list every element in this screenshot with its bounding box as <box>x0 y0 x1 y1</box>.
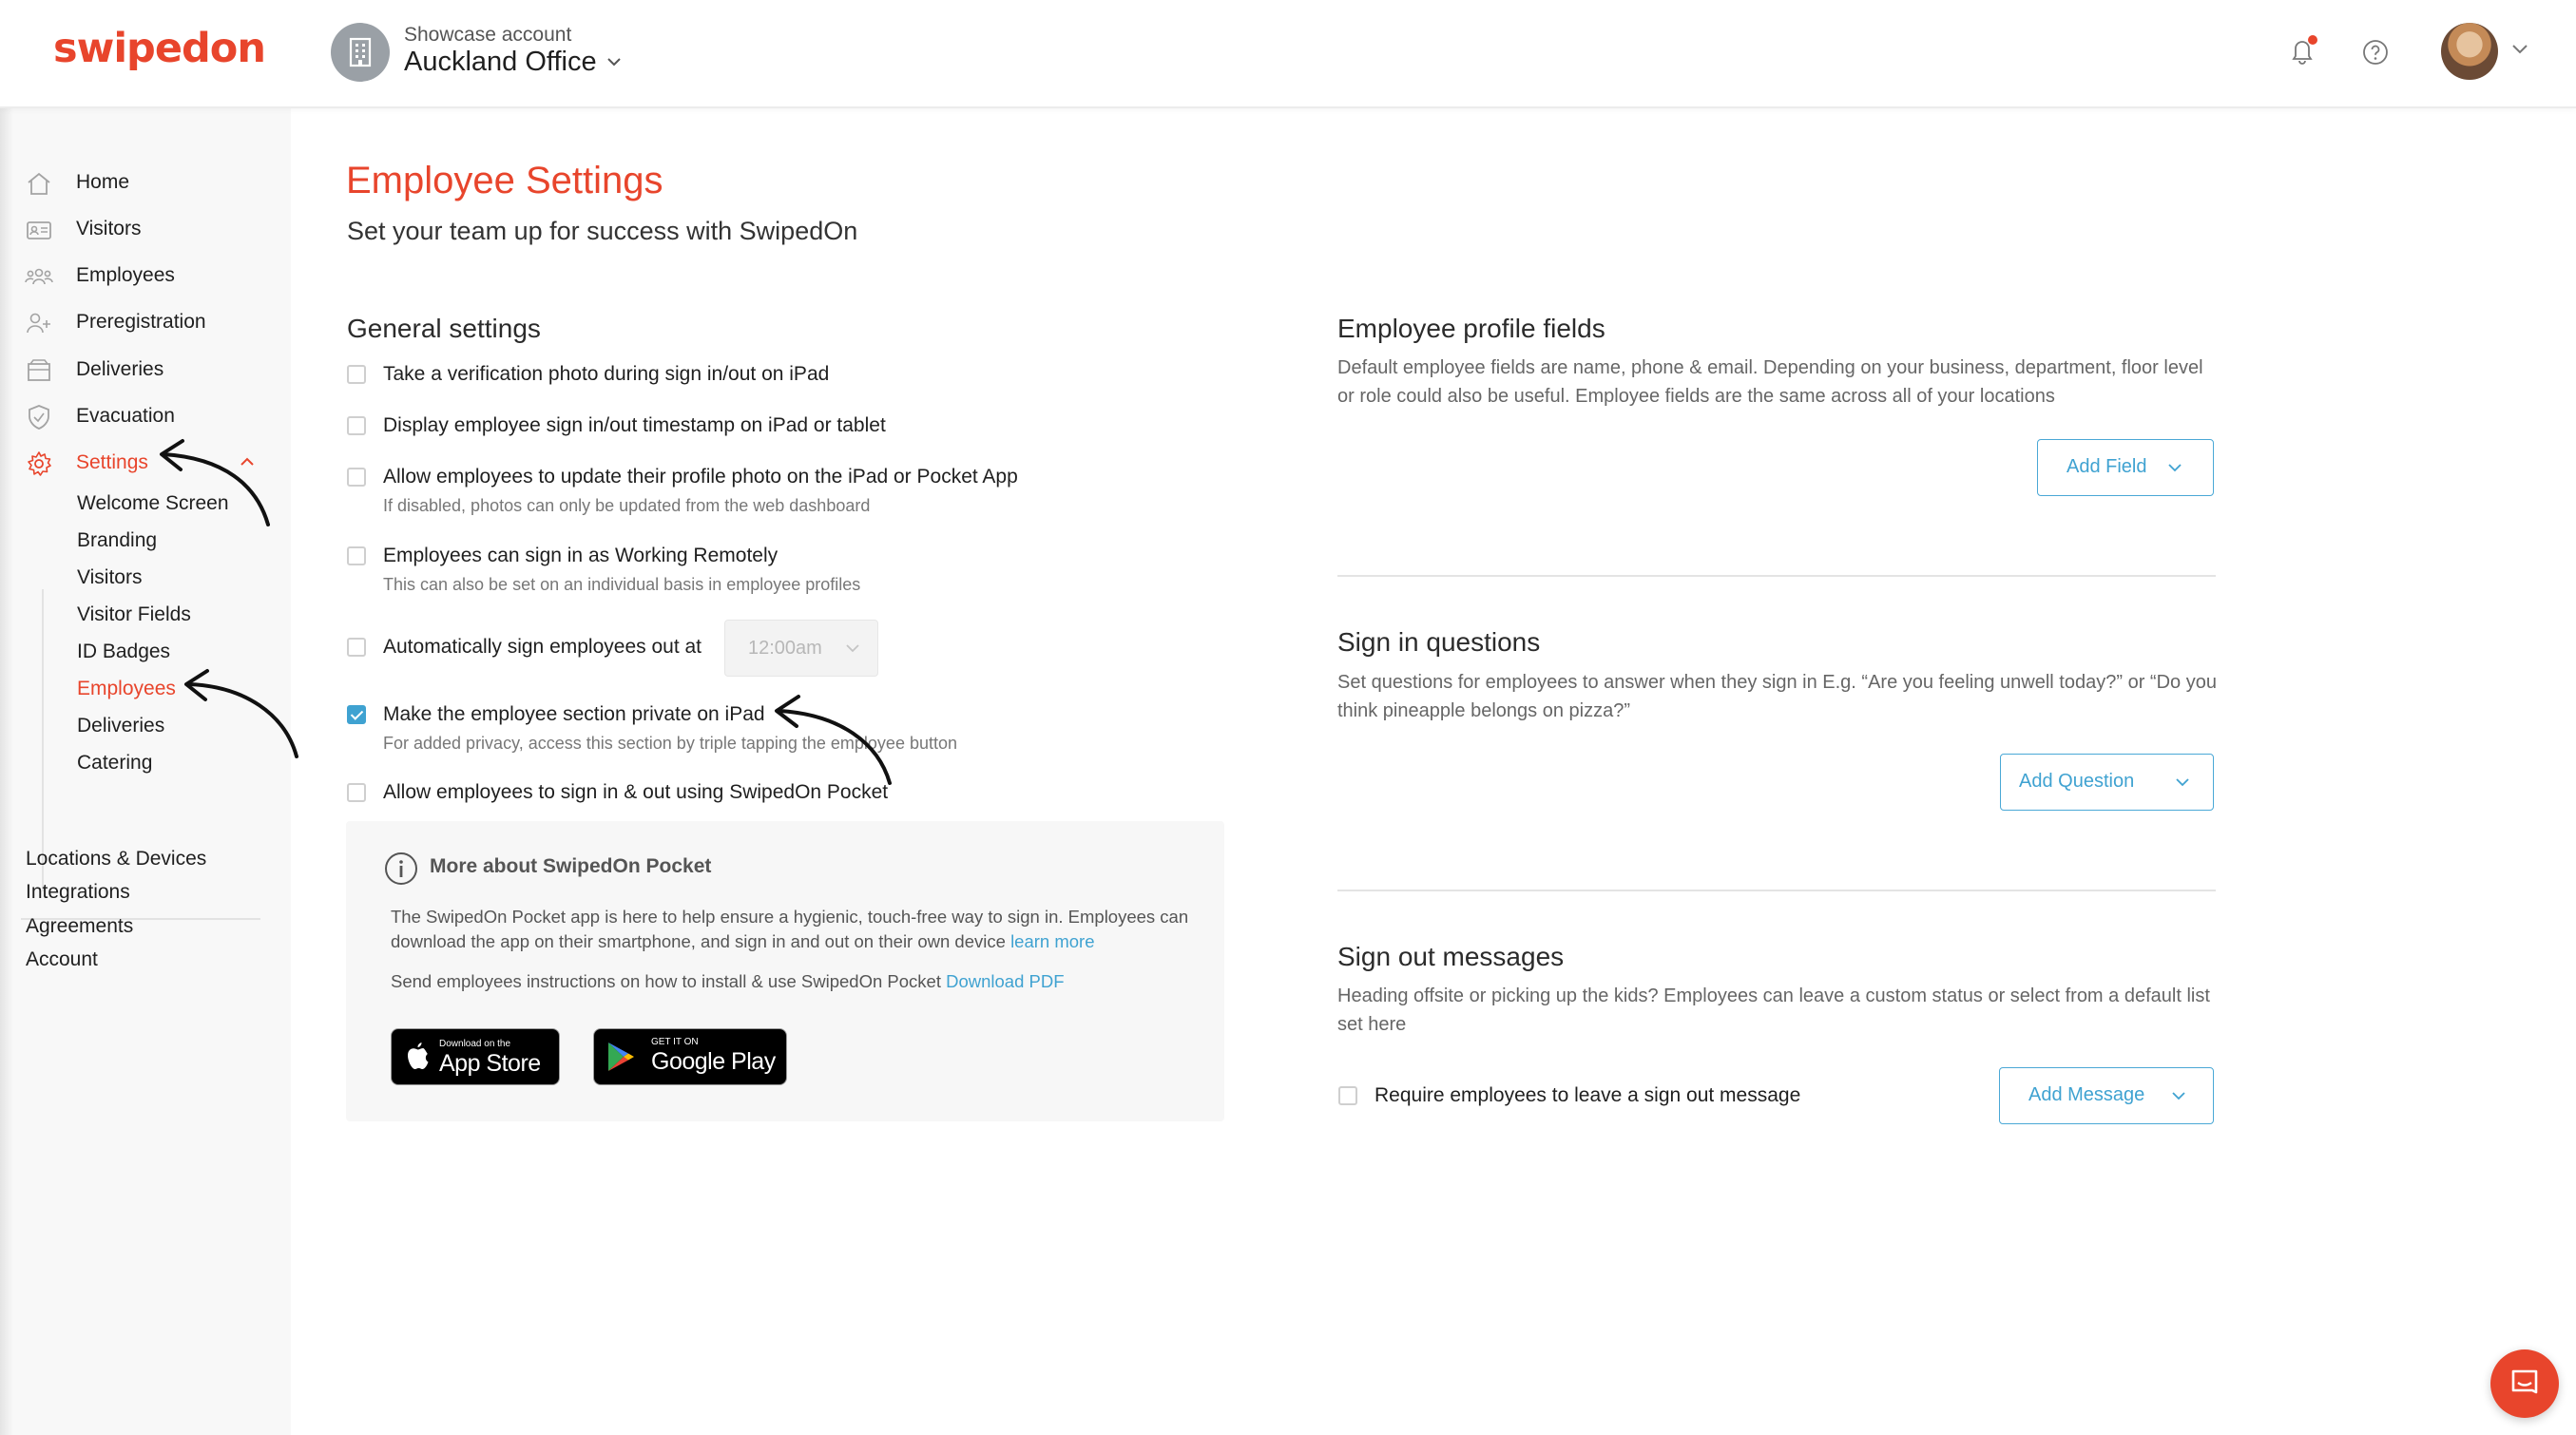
account-label: Showcase account <box>404 24 572 46</box>
chevron-up-icon[interactable] <box>240 457 255 467</box>
app-store-big-text: App Store <box>439 1050 541 1077</box>
sidebar-item-evacuation[interactable] <box>0 393 291 439</box>
sidebar-subitem-visitors[interactable]: Visitors <box>77 566 143 588</box>
pocket-description-text: The SwipedOn Pocket app is here to help ensure a hygienic, touch-free way to sign in. Employees can download the app on their smartphone, and sign in and out on their own device <box>391 907 1189 951</box>
employee-profile-fields-heading: Employee profile fields <box>1337 314 1605 343</box>
add-message-label: Add Message <box>2028 1084 2145 1105</box>
employee-profile-fields-description: Default employee fields are name, phone & email. Depending on your business, department, floor level or role could also be useful. Employee fields are the same across all of your locations <box>1337 357 2203 407</box>
gear-icon <box>25 450 53 478</box>
option-label: Take a verification photo during sign in/out on iPad <box>383 363 830 385</box>
sidebar-link-integrations[interactable]: Integrations <box>26 881 130 903</box>
display-timestamp-checkbox[interactable] <box>347 416 366 435</box>
sign-in-questions-description: Set questions for employees to answer when they sign in E.g. “Are you feeling unwell today?” or “Do you think pineapple belongs on pizza?” <box>1337 672 2217 721</box>
sidebar-item-preregistration[interactable] <box>0 299 291 345</box>
annotation-arrow-private-head <box>777 697 798 726</box>
google-play-small-text: GET IT ON <box>651 1037 699 1047</box>
google-play-icon <box>606 1041 636 1073</box>
top-bar <box>0 0 2576 108</box>
page-title: Employee Settings <box>346 160 663 201</box>
sign-out-messages-heading: Sign out messages <box>1337 942 1565 971</box>
option-label: Make the employee section private on iPad <box>383 703 765 725</box>
shield-icon <box>25 403 53 431</box>
option-label: Allow employees to update their profile photo on the iPad or Pocket App <box>383 466 1018 488</box>
sidebar-link-account[interactable]: Account <box>26 948 98 970</box>
sidebar-item-label: Preregistration <box>76 311 206 333</box>
add-question-label: Add Question <box>2019 771 2135 792</box>
box-icon <box>25 356 53 385</box>
user-menu-chevron-icon[interactable] <box>2511 44 2528 54</box>
option-label: Automatically sign employees out at <box>383 636 702 658</box>
sidebar-subitem-deliveries[interactable]: Deliveries <box>77 715 165 737</box>
people-icon <box>25 262 53 291</box>
sidebar-subitem-catering[interactable]: Catering <box>77 752 153 774</box>
sidebar-item-label: Evacuation <box>76 405 175 427</box>
account-name: Auckland Office <box>404 47 597 77</box>
option-label: Require employees to leave a sign out message <box>1375 1084 1801 1106</box>
add-field-label: Add Field <box>2067 456 2147 477</box>
sidebar-link-agreements[interactable]: Agreements <box>26 915 134 937</box>
help-icon[interactable] <box>2361 38 2390 67</box>
pocket-send-text: Send employees instructions on how to install & use SwipedOn Pocket <box>391 971 941 991</box>
home-icon <box>25 169 53 198</box>
sidebar-item-label: Home <box>76 171 130 193</box>
user-avatar[interactable] <box>2441 23 2498 80</box>
verification-photo-checkbox[interactable] <box>347 365 366 384</box>
option-label: Employees can sign in as Working Remotely <box>383 545 779 566</box>
chevron-down-icon <box>2167 463 2182 472</box>
section-divider <box>1337 575 2216 577</box>
option-help-text: This can also be set on an individual basis in employee profiles <box>383 575 861 594</box>
page-subtitle: Set your team up for success with SwipedOn <box>347 217 858 245</box>
chevron-down-icon <box>2171 1091 2186 1100</box>
sidebar-item-label: Deliveries <box>76 358 164 380</box>
app-store-small-text: Download on the <box>439 1039 511 1049</box>
chevron-down-icon <box>606 57 622 67</box>
update-profile-photo-checkbox[interactable] <box>347 468 366 487</box>
option-help-text: For added privacy, access this section by triple tapping the employee button <box>383 734 958 753</box>
id-card-icon <box>25 216 53 244</box>
info-icon <box>384 851 418 886</box>
chat-launcher-button[interactable] <box>2490 1349 2559 1418</box>
apple-icon <box>405 1041 432 1073</box>
sidebar-link-locations-devices[interactable]: Locations & Devices <box>26 848 207 870</box>
sidebar-item-settings[interactable] <box>0 440 291 486</box>
sidebar-item-deliveries[interactable] <box>0 347 291 392</box>
sidebar-subitem-welcome-screen[interactable]: Welcome Screen <box>77 492 229 514</box>
sidebar-subitem-branding[interactable]: Branding <box>77 529 158 551</box>
general-settings-heading: General settings <box>347 314 541 343</box>
sidebar-item-label: Settings <box>76 451 148 473</box>
swipedon-pocket-checkbox[interactable] <box>347 783 366 802</box>
auto-sign-out-time-select[interactable] <box>724 620 878 677</box>
private-employee-section-checkbox[interactable] <box>347 705 366 724</box>
sidebar-subitem-visitor-fields[interactable]: Visitor Fields <box>77 603 191 625</box>
add-message-button[interactable] <box>1999 1067 2214 1124</box>
sidebar-item-home[interactable] <box>0 160 291 205</box>
sidebar-item-visitors[interactable] <box>0 206 291 252</box>
sidebar-item-label: Visitors <box>76 218 142 239</box>
pocket-info-panel <box>346 821 1224 1121</box>
chat-icon <box>2509 1368 2540 1400</box>
sign-in-questions-heading: Sign in questions <box>1337 627 1541 657</box>
notification-dot <box>2308 35 2317 45</box>
chevron-down-icon <box>845 643 860 653</box>
section-divider <box>1337 890 2216 891</box>
pocket-send-instructions <box>391 971 1065 992</box>
learn-more-link[interactable]: learn more <box>1010 931 1095 951</box>
add-person-icon <box>25 309 53 337</box>
pocket-title: More about SwipedOn Pocket <box>430 855 712 877</box>
option-help-text: If disabled, photos can only be updated from the web dashboard <box>383 496 871 515</box>
require-sign-out-message-checkbox[interactable] <box>1338 1086 1357 1105</box>
app-store-badge[interactable] <box>391 1028 560 1085</box>
building-icon <box>331 23 390 82</box>
auto-sign-out-checkbox[interactable] <box>347 638 366 657</box>
sidebar-item-label: Employees <box>76 264 175 286</box>
sidebar-subitem-id-badges[interactable]: ID Badges <box>77 641 171 662</box>
option-label: Allow employees to sign in & out using SwipedOn Pocket <box>383 781 889 803</box>
sidebar-subitem-employees[interactable]: Employees <box>77 678 176 699</box>
sidebar <box>0 108 291 1435</box>
google-play-big-text: Google Play <box>651 1048 776 1075</box>
add-field-button[interactable] <box>2037 439 2214 496</box>
sidebar-item-employees[interactable] <box>0 253 291 298</box>
download-pdf-link[interactable]: Download PDF <box>946 971 1065 991</box>
submenu-rail <box>42 589 44 891</box>
auto-sign-out-time-value: 12:00am <box>748 638 822 659</box>
google-play-badge[interactable] <box>593 1028 787 1085</box>
sign-out-messages-description: Heading offsite or picking up the kids? Employees can leave a custom status or select from a default list set here <box>1337 985 2210 1035</box>
pocket-description <box>391 905 1208 954</box>
option-label: Display employee sign in/out timestamp on iPad or tablet <box>383 414 886 436</box>
swipedon-logo[interactable]: swipedon <box>53 25 265 72</box>
chevron-down-icon <box>2175 777 2190 787</box>
working-remotely-checkbox[interactable] <box>347 546 366 565</box>
add-question-button[interactable] <box>2000 754 2214 811</box>
